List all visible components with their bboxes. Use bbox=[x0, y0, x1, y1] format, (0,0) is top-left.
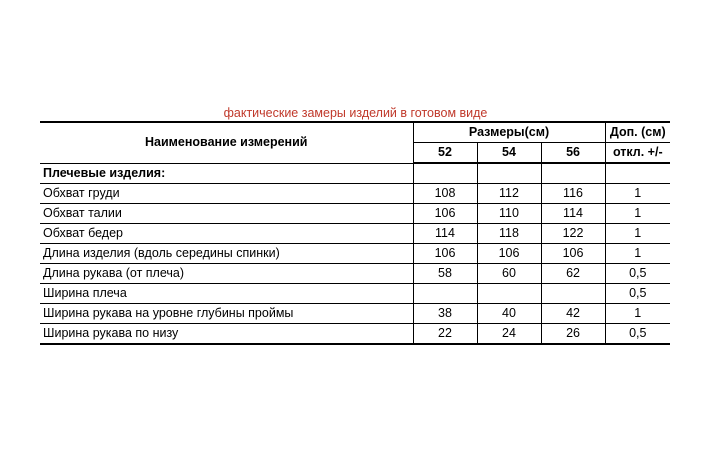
measurement-name: Длина рукава (от плеча) bbox=[40, 264, 413, 284]
value-52: 114 bbox=[413, 224, 477, 244]
value-52: 58 bbox=[413, 264, 477, 284]
measurement-name: Обхват талии bbox=[40, 204, 413, 224]
table-row bbox=[40, 324, 670, 345]
value-52: 22 bbox=[413, 324, 477, 345]
header-row-top bbox=[40, 122, 670, 143]
measurement-name: Длина изделия (вдоль середины спинки) bbox=[40, 244, 413, 264]
measurement-name: Ширина рукава на уровне глубины проймы bbox=[40, 304, 413, 324]
empty-cell bbox=[477, 163, 541, 184]
value-52: 106 bbox=[413, 204, 477, 224]
value-52: 108 bbox=[413, 184, 477, 204]
empty-cell bbox=[605, 163, 670, 184]
table-row bbox=[40, 224, 670, 244]
tolerance-value: 1 bbox=[605, 244, 670, 264]
table-row bbox=[40, 244, 670, 264]
empty-cell bbox=[413, 163, 477, 184]
group-row bbox=[40, 163, 670, 184]
header-size-54: 54 bbox=[477, 143, 541, 164]
value-54: 24 bbox=[477, 324, 541, 345]
value-54: 112 bbox=[477, 184, 541, 204]
value-54: 110 bbox=[477, 204, 541, 224]
group-label: Плечевые изделия: bbox=[40, 163, 413, 184]
tolerance-value: 1 bbox=[605, 304, 670, 324]
table-row bbox=[40, 304, 670, 324]
tolerance-value: 0,5 bbox=[605, 284, 670, 304]
measurement-name: Ширина плеча bbox=[40, 284, 413, 304]
header-measurement-name: Наименование измерений bbox=[40, 122, 413, 163]
value-56 bbox=[541, 284, 605, 304]
value-56: 26 bbox=[541, 324, 605, 345]
value-54 bbox=[477, 284, 541, 304]
tolerance-value: 1 bbox=[605, 224, 670, 244]
value-56: 116 bbox=[541, 184, 605, 204]
value-52 bbox=[413, 284, 477, 304]
value-54: 106 bbox=[477, 244, 541, 264]
measurements-section bbox=[40, 106, 670, 345]
value-54: 40 bbox=[477, 304, 541, 324]
size-chart-table bbox=[40, 121, 670, 345]
value-56: 42 bbox=[541, 304, 605, 324]
measurement-name: Обхват бедер bbox=[40, 224, 413, 244]
empty-cell bbox=[541, 163, 605, 184]
value-56: 62 bbox=[541, 264, 605, 284]
tolerance-value: 0,5 bbox=[605, 264, 670, 284]
header-size-52: 52 bbox=[413, 143, 477, 164]
tolerance-value: 0,5 bbox=[605, 324, 670, 345]
value-56: 106 bbox=[541, 244, 605, 264]
table-caption: фактические замеры изделий в готовом виде bbox=[223, 106, 488, 120]
measurement-name: Ширина рукава по низу bbox=[40, 324, 413, 345]
measurement-name: Обхват груди bbox=[40, 184, 413, 204]
tolerance-value: 1 bbox=[605, 184, 670, 204]
value-52: 106 bbox=[413, 244, 477, 264]
value-56: 122 bbox=[541, 224, 605, 244]
header-sizes: Размеры(см) bbox=[413, 122, 605, 143]
value-54: 118 bbox=[477, 224, 541, 244]
header-size-56: 56 bbox=[541, 143, 605, 164]
table-row bbox=[40, 284, 670, 304]
value-54: 60 bbox=[477, 264, 541, 284]
value-56: 114 bbox=[541, 204, 605, 224]
table-row bbox=[40, 204, 670, 224]
tolerance-value: 1 bbox=[605, 204, 670, 224]
value-52: 38 bbox=[413, 304, 477, 324]
table-row bbox=[40, 184, 670, 204]
header-tolerance-top: Доп. (см) bbox=[605, 122, 670, 143]
header-tolerance-bottom: откл. +/- bbox=[605, 143, 670, 164]
table-row bbox=[40, 264, 670, 284]
